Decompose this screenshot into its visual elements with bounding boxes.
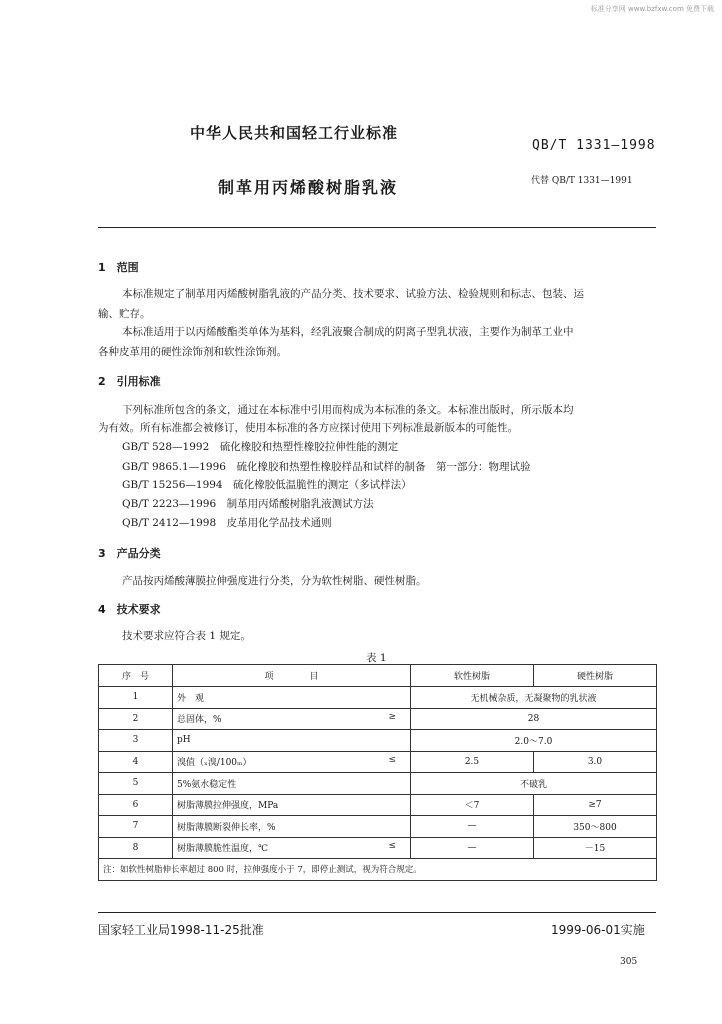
reference-item: QB/T 2412—1998 皮革用化学品技术通则 bbox=[122, 517, 332, 529]
section-1-heading: 1 范围 bbox=[98, 261, 139, 274]
table-row bbox=[99, 687, 657, 709]
cell-no: 7 bbox=[99, 816, 173, 838]
table-row bbox=[99, 751, 657, 773]
cell-no: 5 bbox=[99, 773, 173, 795]
cell-item bbox=[173, 773, 411, 795]
section-3-paragraph: 产品按丙烯酸薄膜拉伸强度进行分类，分为软性树脂、硬性树脂。 bbox=[122, 575, 427, 587]
cell-hard-value: 350～800 bbox=[534, 816, 657, 838]
watermark-text: 标准分享网 www.bzfxw.com 免费下载 bbox=[590, 5, 714, 13]
section-4-heading: 4 技术要求 bbox=[98, 603, 161, 616]
header-rule bbox=[98, 227, 656, 228]
table-row bbox=[99, 773, 657, 795]
cell-hard-value: －15 bbox=[534, 837, 657, 859]
cell-no: 3 bbox=[99, 730, 173, 752]
section-3-heading: 3 产品分类 bbox=[98, 547, 161, 560]
item-label: 树脂薄膜断裂伸长率，% bbox=[177, 822, 276, 833]
cell-no: 4 bbox=[99, 751, 173, 773]
cell-soft-value: ＜7 bbox=[411, 794, 534, 816]
table-header-row bbox=[99, 665, 657, 687]
approval-text: 国家轻工业局1998-11-25批准 bbox=[98, 923, 264, 937]
comparison-symbol: ≤ bbox=[388, 754, 396, 765]
header-cell-no: 序 号 bbox=[99, 665, 173, 687]
table-note: 注：如软性树脂伸长率超过 800 时，拉伸强度小于 7，即停止测试，视为符合规定。 bbox=[99, 859, 657, 881]
cell-hard-value: 3.0 bbox=[534, 751, 657, 773]
cell-soft-value: — bbox=[411, 816, 534, 838]
page-number: 305 bbox=[620, 957, 638, 967]
cell-item bbox=[173, 687, 411, 709]
section-1-paragraph-2-line-1: 本标准适用于以丙烯酸酯类单体为基料，经乳液聚合制成的阴离子型乳状液，主要作为制革工业中 bbox=[122, 326, 574, 338]
footer-rule bbox=[98, 912, 656, 913]
replaces-code: 代替 QB/T 1331—1991 bbox=[531, 176, 633, 186]
section-2-paragraph-line-2: 为有效。所有标准都会被修订，使用本标准的各方应探讨使用下列标准最新版本的可能性。 bbox=[98, 422, 518, 434]
technical-requirements-table bbox=[98, 664, 657, 881]
cell-no: 2 bbox=[99, 708, 173, 730]
cell-no: 1 bbox=[99, 687, 173, 709]
item-label: 溴值（ₓ溴/100ₘ） bbox=[177, 758, 252, 769]
cell-hard-value: ≥7 bbox=[534, 794, 657, 816]
table-row bbox=[99, 837, 657, 859]
reference-item: GB/T 9865.1—1996 硫化橡胶和热塑性橡胶样品和试样的制备 第一部分：物理试验 bbox=[122, 461, 531, 473]
header-cell-item: 项 目 bbox=[173, 665, 411, 687]
table-note-row bbox=[99, 859, 657, 881]
section-1-paragraph-1-line-1: 本标准规定了制革用丙烯酸树脂乳液的产品分类、技术要求、试验方法、检验规则和标志、包装、运 bbox=[122, 288, 584, 300]
item-label: pH bbox=[177, 735, 191, 746]
table-row bbox=[99, 730, 657, 752]
cell-item bbox=[173, 730, 411, 752]
reference-item: QB/T 2223—1996 制革用丙烯酸树脂乳液测试方法 bbox=[122, 498, 374, 510]
section-1-paragraph-2-line-2: 各种皮革用的硬性涂饰剂和软性涂饰剂。 bbox=[98, 346, 287, 358]
cell-item bbox=[173, 794, 411, 816]
cell-no: 6 bbox=[99, 794, 173, 816]
comparison-symbol: ≥ bbox=[388, 711, 396, 722]
cell-item bbox=[173, 837, 411, 859]
header-cell-soft: 软性树脂 bbox=[411, 665, 534, 687]
cell-soft-value: 2.5 bbox=[411, 751, 534, 773]
comparison-symbol: ≤ bbox=[388, 840, 396, 851]
cell-merged-value: 无机械杂质，无凝聚物的乳状液 bbox=[411, 687, 657, 709]
cell-no: 8 bbox=[99, 837, 173, 859]
reference-item: GB/T 15256—1994 硫化橡胶低温脆性的测定（多试样法） bbox=[122, 479, 412, 491]
section-1-paragraph-1-line-2: 输、贮存。 bbox=[98, 308, 151, 320]
standard-code: QB/T 1331—1998 bbox=[532, 138, 656, 153]
table-row bbox=[99, 794, 657, 816]
table-row bbox=[99, 816, 657, 838]
document-title: 制革用丙烯酸树脂乳液 bbox=[218, 178, 399, 197]
cell-item bbox=[173, 708, 411, 730]
item-label: 树脂薄膜拉伸强度，MPa bbox=[177, 801, 279, 812]
cell-item bbox=[173, 816, 411, 838]
cell-merged-value: 28 bbox=[411, 708, 657, 730]
item-label: 外 观 bbox=[177, 693, 205, 704]
header-cell-hard: 硬性树脂 bbox=[534, 665, 657, 687]
standard-category-title: 中华人民共和国轻工行业标准 bbox=[190, 124, 399, 142]
section-2-paragraph-line-1: 下列标准所包含的条文，通过在本标准中引用而构成为本标准的条文。本标准出版时，所示版本均 bbox=[122, 404, 574, 416]
table-row bbox=[99, 708, 657, 730]
item-label: 树脂薄膜脆性温度，℃ bbox=[177, 844, 269, 855]
cell-item bbox=[173, 751, 411, 773]
table-caption: 表 1 bbox=[366, 652, 387, 664]
cell-merged-value: 不破乳 bbox=[411, 773, 657, 795]
cell-soft-value: — bbox=[411, 837, 534, 859]
item-label: 5%氨水稳定性 bbox=[177, 779, 237, 790]
implementation-date: 1999-06-01实施 bbox=[551, 923, 645, 937]
section-2-heading: 2 引用标准 bbox=[98, 375, 161, 388]
section-4-paragraph: 技术要求应符合表 1 规定。 bbox=[122, 630, 251, 642]
reference-item: GB/T 528—1992 硫化橡胶和热塑性橡胶拉伸性能的测定 bbox=[122, 441, 399, 453]
cell-merged-value: 2.0～7.0 bbox=[411, 730, 657, 752]
item-label: 总固体，% bbox=[177, 715, 222, 726]
